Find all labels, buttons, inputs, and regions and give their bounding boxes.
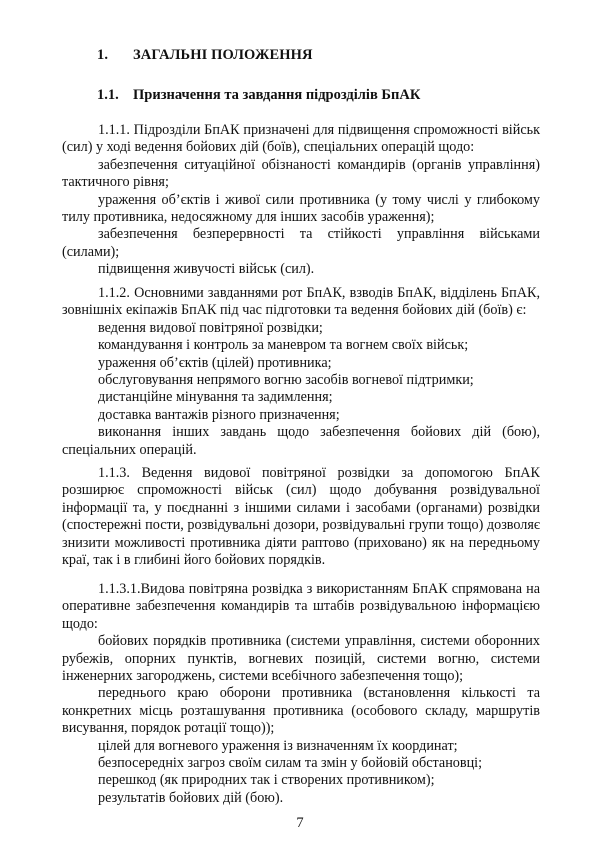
list-item: цілей для вогневого ураження із визначенням їх координат; xyxy=(98,737,458,754)
list-item: результатів бойових дій (бою). xyxy=(98,789,284,806)
paragraph-intro: 1.1.3. Ведення видової повітряної розвідки за допомогою БпАК розширює спроможності військ (сил) щодо добування розвідувальної інформації та, у поєднанні з іншими силами і засобами (органами) розвідки (спостережні пости, розвідувальні дозори, розвідувальні групи тощо) дозволяє знизити можливості противника діяти раптово (приховано) як на передньому краї, так і в глибині його бойових порядків. xyxy=(62,465,540,569)
paragraph-1-1-3-1 xyxy=(62,581,540,807)
list-item: підвищення живучості військ (сил). xyxy=(98,261,315,278)
list-item: переднього краю оборони противника (встановлення кількості та конкретних місць розташування противника (особового складу, маршрутів висування, порядок ротації тощо)); xyxy=(62,685,540,737)
list-item: ураження об’єктів (цілей) противника; xyxy=(98,354,332,371)
list-item: дистанційне мінування та задимлення; xyxy=(98,389,333,406)
list-item: безпосередніх загроз своїм силам та змін у бойовій обстановці; xyxy=(98,755,483,772)
subsection-heading xyxy=(97,87,420,104)
list-item: командування і контроль за маневром та вогнем своїх військ; xyxy=(98,337,469,354)
paragraph-1-1-1 xyxy=(62,122,540,279)
paragraph-intro: 1.1.3.1.Видова повітряна розвідка з використанням БпАК спрямована на оперативне забезпечення командирів та штабів розвідувальною інформацією щодо: xyxy=(62,581,540,632)
section-number: 1. xyxy=(97,47,109,63)
section-title: ЗАГАЛЬНІ ПОЛОЖЕННЯ xyxy=(133,47,313,63)
paragraph-1-1-3 xyxy=(62,465,540,569)
list-item: забезпечення безперервності та стійкості управління військами (силами); xyxy=(62,226,540,260)
list-item: забезпечення ситуаційної обізнаності командирів (органів управління) тактичного рівня; xyxy=(62,156,540,191)
subsection-title: Призначення та завдання підрозділів БпАК xyxy=(133,87,421,103)
list-item: ведення видової повітряної розвідки; xyxy=(98,319,323,336)
paragraph-intro: 1.1.1. Підрозділи БпАК призначені для підвищення спроможності військ (сил) у ході ведення бойових дій (боїв), спеціальних операцій щодо: xyxy=(62,122,540,156)
list-item: ураження об’єктів і живої сили противника (у тому числі у глибокому тилу противника, недосяжному для інших засобів ураження); xyxy=(62,191,540,226)
list-item: обслуговування непрямого вогню засобів вогневої підтримки; xyxy=(98,372,474,389)
list-item: бойових порядків противника (системи управління, системи оборонних рубежів, опорних пунктів, вогневих позицій, системи вогню, системи інженерних загороджень, системи всебічного забезпечення тощо); xyxy=(62,633,540,685)
subsection-number: 1.1. xyxy=(97,87,119,103)
section-heading xyxy=(97,47,313,64)
page-number: 7 xyxy=(296,815,304,831)
list-item: виконання інших завдань щодо забезпечення бойових дій (бою), спеціальних операцій. xyxy=(62,424,540,458)
paragraph-intro: 1.1.2. Основними завданнями рот БпАК, взводів БпАК, відділень БпАК, зовнішніх екіпажів БпАК під час підготовки та ведення бойових дій (боїв) є: xyxy=(62,285,540,319)
paragraph-1-1-2 xyxy=(62,285,540,459)
list-item: доставка вантажів різного призначення; xyxy=(98,406,340,423)
list-item: перешкод (як природних так і створених противником); xyxy=(98,772,435,789)
